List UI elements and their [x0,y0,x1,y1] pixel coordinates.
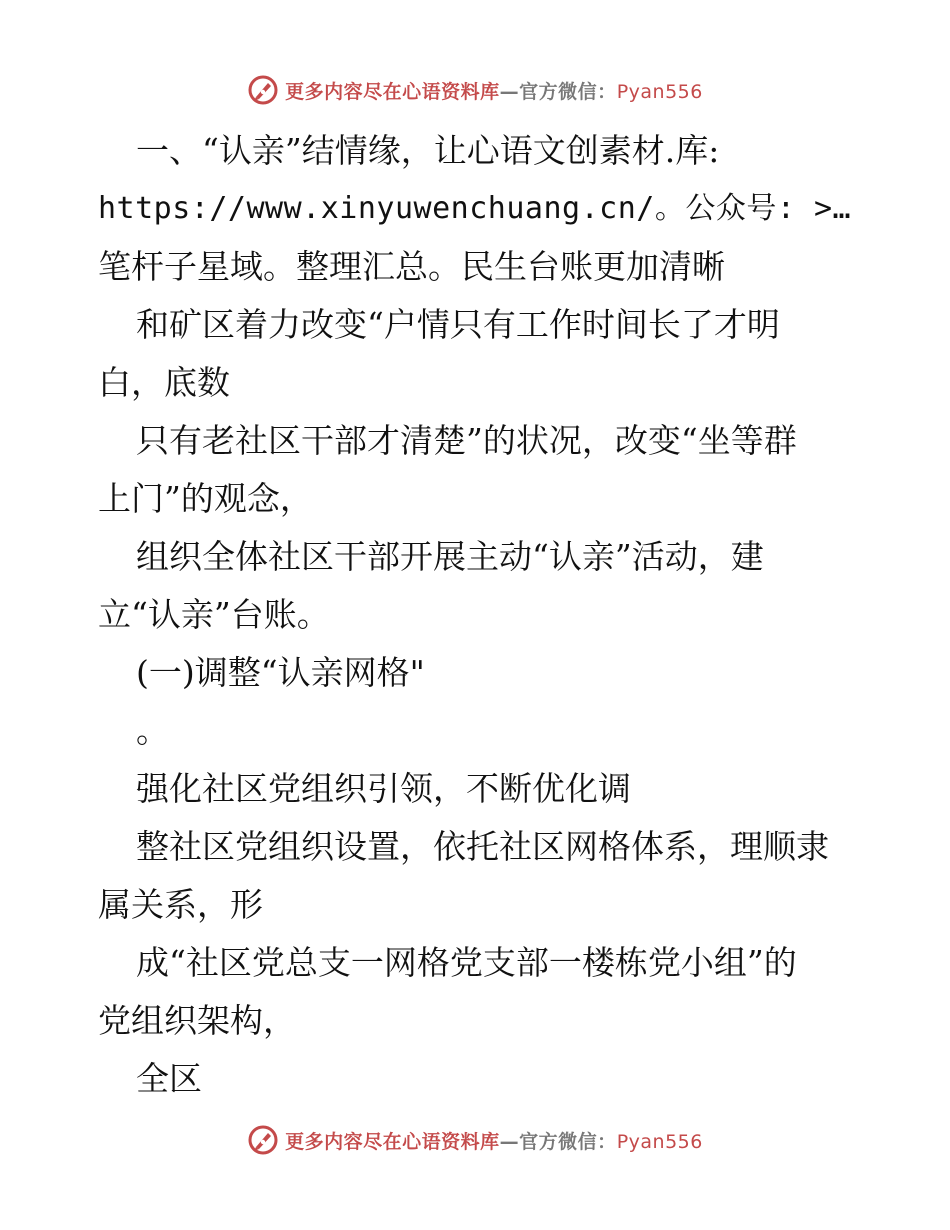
banner-red-text: 更多内容尽在心语资料库 [285,1130,500,1153]
banner-dash: — [499,80,520,103]
text-line: 立“认亲”台账。 [98,595,330,634]
banner-account: Pyan556 [616,80,703,103]
banner-text [285,77,703,104]
text-line: 强化社区党组织引领，不断优化调 [136,769,631,808]
text-line: 成“社区党总支一网格党支部一楼栋党小组”的 [136,943,797,982]
text-line: 组织全体社区干部开展主动“认亲”活动，建 [136,537,764,576]
text-line: (一)调整“认亲网格" [136,653,425,692]
banner-gray-text: 官方微信： [519,80,617,103]
pen-circle-logo-icon [247,1124,279,1156]
text-line: 属关系，形 [98,885,263,924]
banner-red-text: 更多内容尽在心语资料库 [285,80,500,103]
text-line: 党组织架构， [98,1001,296,1040]
banner-account: Pyan556 [616,1130,703,1153]
text-line: 全区 [136,1059,202,1098]
banner-dash: — [499,1130,520,1153]
text-line: 整社区党组织设置，依托社区网格体系，理顺隶 [136,827,829,866]
text-line: 一、“认亲”结情缘，让心语文创素材.库: [136,131,720,170]
text-line: 只有老社区干部才清楚”的状况，改变“坐等群 [136,421,797,460]
text-line: https://www.xinyuwenchuang.cn/。公众号: >… [98,191,852,226]
document-body [98,122,878,1108]
text-line: 和矿区着力改变“户情只有工作时间长了才明 [136,305,780,344]
text-line: 白，底数 [98,363,230,402]
banner-text [285,1127,703,1154]
header-banner [0,70,950,110]
text-line: 笔杆子星域。整理汇总。民生台账更加清晰 [98,247,725,286]
text-line: 上门”的观念， [98,479,313,518]
footer-banner [0,1120,950,1160]
pen-circle-logo-icon [247,74,279,106]
text-line: 。 [136,711,169,750]
banner-gray-text: 官方微信： [519,1130,617,1153]
